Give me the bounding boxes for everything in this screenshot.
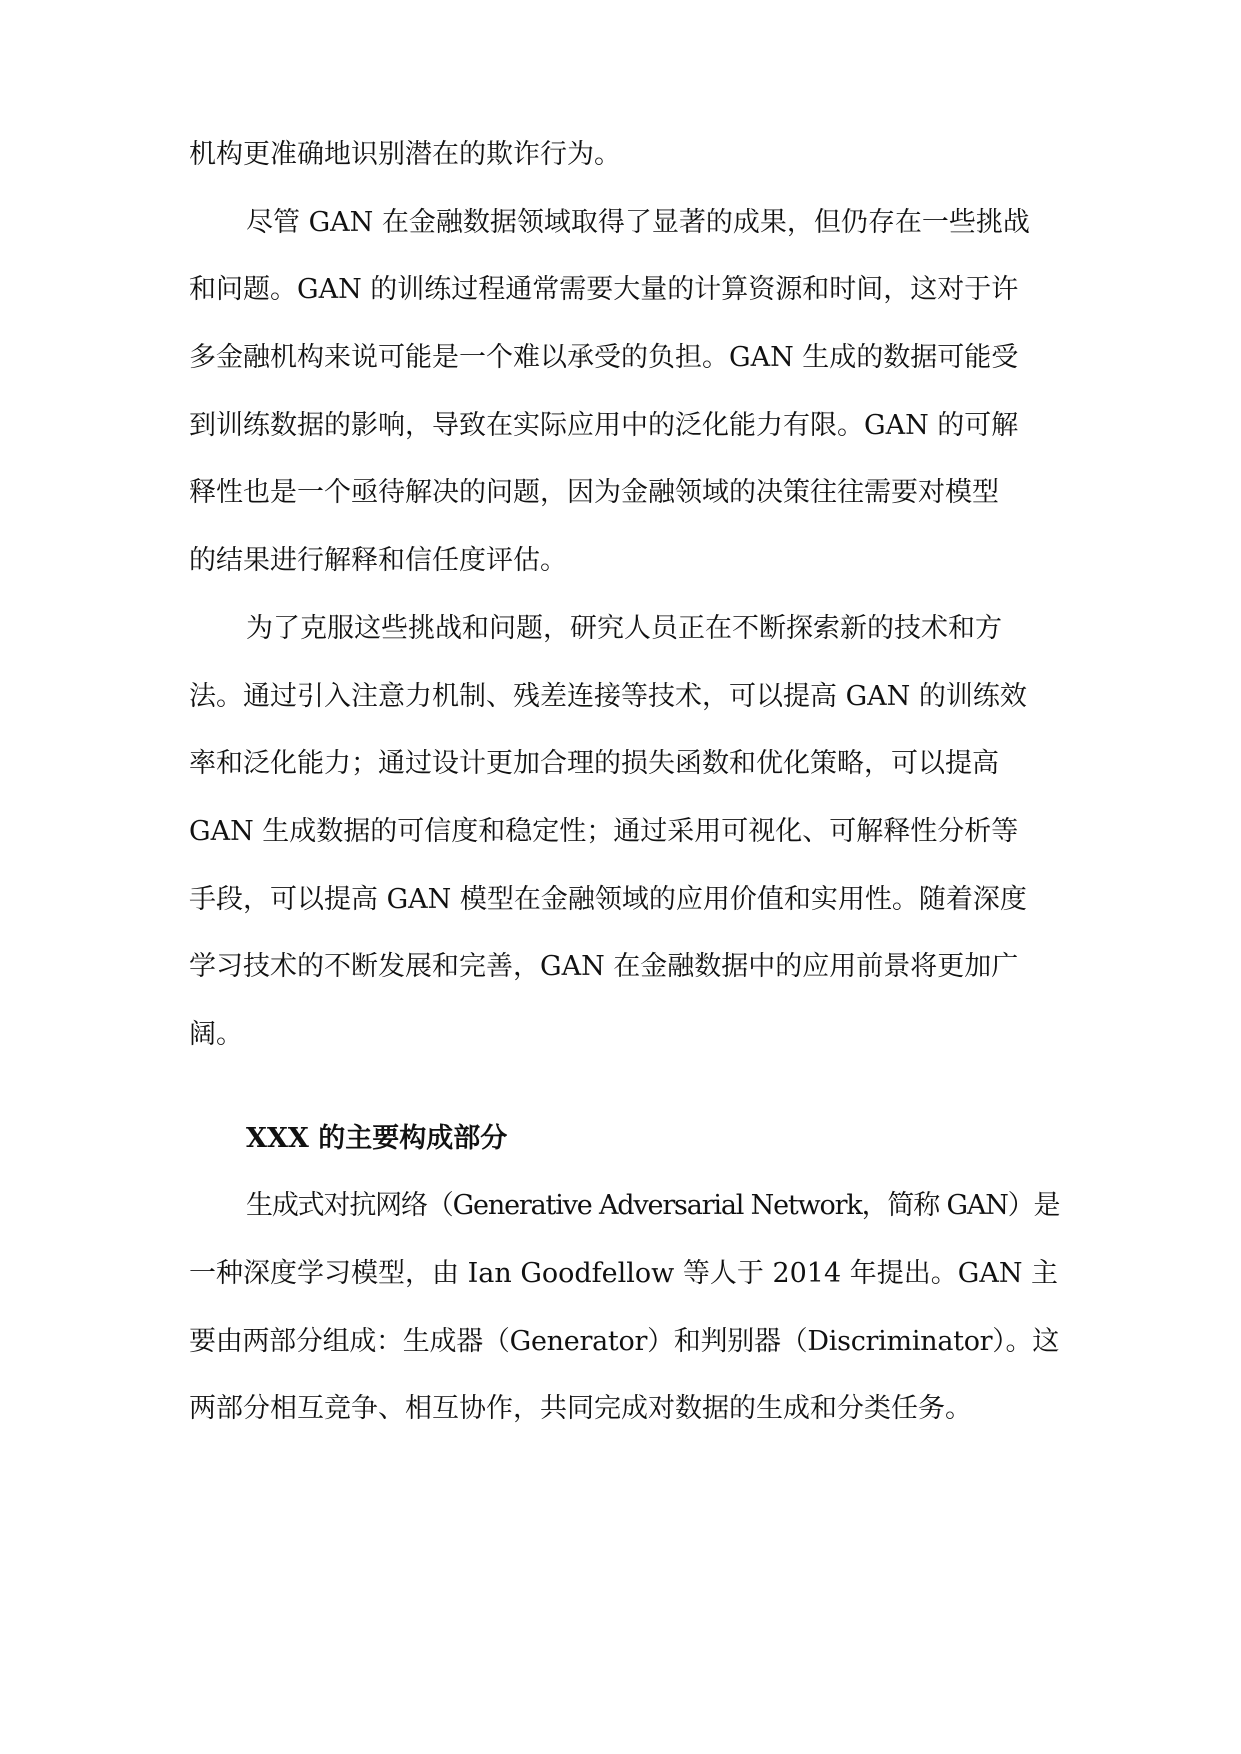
paragraph-line: 多金融机构来说可能是一个难以承受的负担。GAN 生成的数据可能受 xyxy=(189,342,1019,373)
paragraph-line: GAN 生成数据的可信度和稳定性；通过采用可视化、可解释性分析等 xyxy=(189,816,1019,847)
paragraph-line: 阔。 xyxy=(189,1019,243,1050)
paragraph-line: 生成式对抗网络（Generative Adversarial Network，简称 GAN）是 xyxy=(246,1190,1060,1221)
paragraph-line: 法。通过引入注意力机制、残差连接等技术，可以提高 GAN 的训练效 xyxy=(189,681,1027,712)
section-heading: XXX 的主要构成部分 xyxy=(246,1123,508,1154)
paragraph-line: 到训练数据的影响，导致在实际应用中的泛化能力有限。GAN 的可解 xyxy=(189,410,1019,441)
paragraph-line: 为了克服这些挑战和问题，研究人员正在不断探索新的技术和方 xyxy=(246,613,1002,644)
paragraph-line: 的结果进行解释和信任度评估。 xyxy=(189,545,567,576)
paragraph-line: 尽管 GAN 在金融数据领域取得了显著的成果，但仍存在一些挑战 xyxy=(246,207,1030,238)
paragraph-line: 要由两部分组成：生成器（Generator）和判别器（Discriminator）。这 xyxy=(189,1326,1059,1357)
paragraph-line: 两部分相互竞争、相互协作，共同完成对数据的生成和分类任务。 xyxy=(189,1393,972,1424)
paragraph-line: 率和泛化能力；通过设计更加合理的损失函数和优化策略，可以提高 xyxy=(189,748,999,779)
paragraph-line: 手段，可以提高 GAN 模型在金融领域的应用价值和实用性。随着深度 xyxy=(189,884,1027,915)
paragraph-line: 和问题。GAN 的训练过程通常需要大量的计算资源和时间，这对于许 xyxy=(189,274,1019,305)
paragraph-line: 学习技术的不断发展和完善，GAN 在金融数据中的应用前景将更加广 xyxy=(189,951,1019,982)
paragraph-line: 机构更准确地识别潜在的欺诈行为。 xyxy=(189,139,621,170)
paragraph-line: 释性也是一个亟待解决的问题，因为金融领域的决策往往需要对模型 xyxy=(189,477,999,508)
paragraph-line: 一种深度学习模型，由 Ian Goodfellow 等人于 2014 年提出。GAN 主 xyxy=(189,1258,1059,1289)
